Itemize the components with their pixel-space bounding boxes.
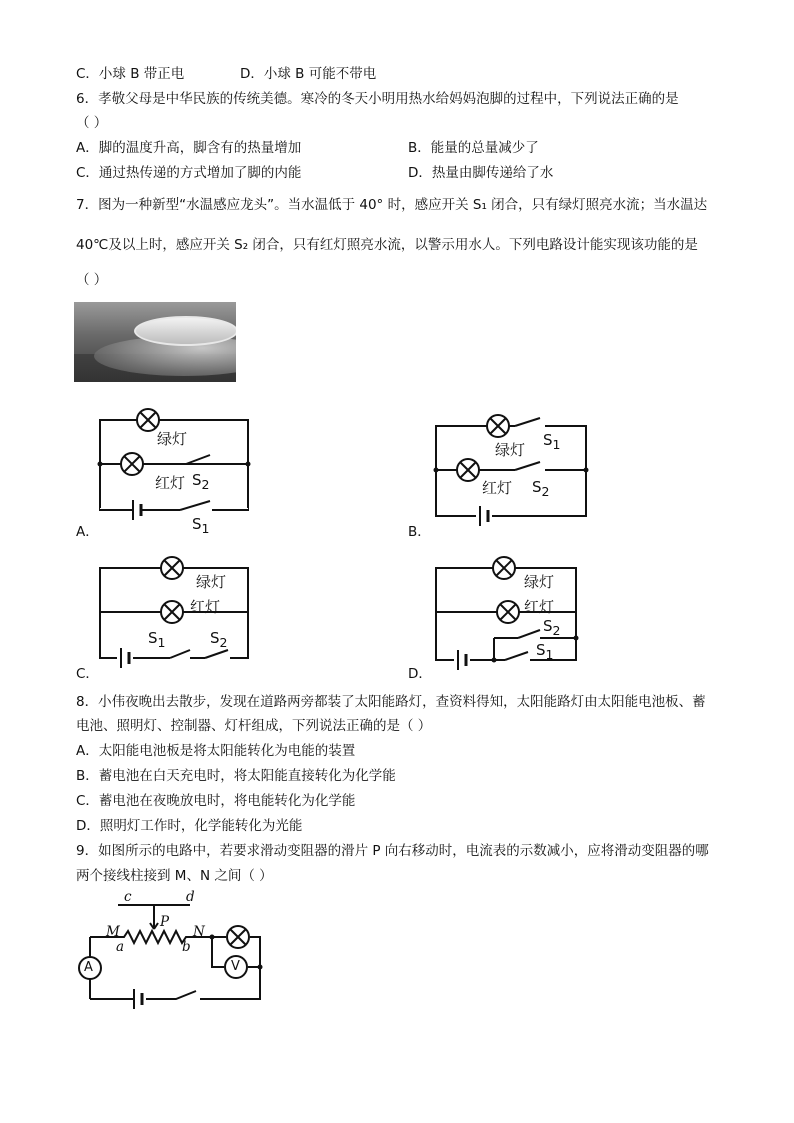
q7-stem-line1: 7．图为一种新型“水温感应龙头”。当水温低于 40° 时，感应开关 S₁ 闭合，只有绿灯照亮水流；当水温达 [76, 197, 708, 213]
q7-stem-line2: 40℃及以上时，感应开关 S₂ 闭合，只有红灯照亮水流，以警示用水人。下列电路设计能实现该功能的是 [76, 237, 698, 253]
q8-option-c: C．蓄电池在夜晚放电时，将电能转化为化学能 [76, 793, 356, 809]
q9-label-c: c [124, 889, 132, 905]
a-s1-label: $S_1$ [192, 515, 210, 536]
q9-label-p: P [160, 914, 170, 930]
q8-stem-line2: 电池、照明灯、控制器、灯杆组成，下列说法正确的是（ ） [76, 718, 432, 734]
q6-option-c: C．通过热传递的方式增加了脚的内能 [76, 165, 302, 181]
c-red-label: 红灯 [190, 598, 221, 616]
q6-stem: 6．孝敬父母是中华民族的传统美德。寒冷的冬天小明用热水给妈妈泡脚的过程中，下列说法正确的是 [76, 91, 679, 107]
q7-option-a: A． [76, 524, 99, 540]
c-s1-label: $S_1$ [148, 629, 166, 650]
voltmeter-label: V [231, 959, 240, 974]
q9-label-b: b [182, 939, 191, 955]
b-s1-label: $S_1$ [543, 431, 561, 452]
q9-label-d: d [186, 889, 195, 905]
q7-option-c: C． [76, 666, 99, 682]
q5-option-c: C．小球 B 带正电 [76, 66, 185, 82]
q9-stem-line2: 两个接线柱接到 M、N 之间（ ） [76, 868, 273, 884]
q7-option-d: D． [408, 666, 432, 682]
a-s2-label: $S_2$ [192, 471, 210, 492]
b-green-label: 绿灯 [495, 441, 526, 459]
faucet-photo [74, 302, 236, 382]
q8-stem-line1: 8．小伟夜晚出去散步，发现在道路两旁都装了太阳能路灯，查资料得知，太阳能路灯由太阳能电池板、蓄 [76, 694, 706, 710]
d-red-label: 红灯 [524, 598, 555, 616]
q5-option-d: D．小球 B 可能不带电 [240, 66, 377, 82]
q6-paren: （ ） [76, 115, 108, 131]
q9-stem-line1: 9．如图所示的电路中，若要求滑动变阻器的滑片 P 向右移动时，电流表的示数减小，应将滑动变阻器的哪 [76, 843, 709, 859]
q9-label-m: M [106, 924, 120, 940]
d-green-label: 绿灯 [524, 573, 555, 591]
d-s2-label: $S_2$ [543, 617, 561, 638]
q7-paren: （ ） [76, 272, 108, 288]
a-red-label: 红灯 [155, 474, 186, 492]
q6-option-d: D．热量由脚传递给了水 [408, 165, 554, 181]
q6-option-a: A．脚的温度升高，脚含有的热量增加 [76, 140, 302, 156]
a-green-label: 绿灯 [157, 430, 188, 448]
q9-label-a: a [116, 939, 125, 955]
b-red-label: 红灯 [482, 479, 513, 497]
d-s1-label: $S_1$ [536, 641, 554, 662]
q6-option-b: B．能量的总量减少了 [408, 140, 539, 156]
q7-option-b: B． [408, 524, 431, 540]
q8-option-d: D．照明灯工作时，化学能转化为光能 [76, 818, 303, 834]
q9-label-n: N [193, 924, 205, 940]
ammeter-label: A [84, 960, 93, 975]
b-s2-label: $S_2$ [532, 478, 550, 499]
c-s2-label: $S_2$ [210, 629, 228, 650]
c-green-label: 绿灯 [196, 573, 227, 591]
q8-option-a: A．太阳能电池板是将太阳能转化为电能的装置 [76, 743, 356, 759]
q8-option-b: B．蓄电池在白天充电时，将太阳能直接转化为化学能 [76, 768, 396, 784]
